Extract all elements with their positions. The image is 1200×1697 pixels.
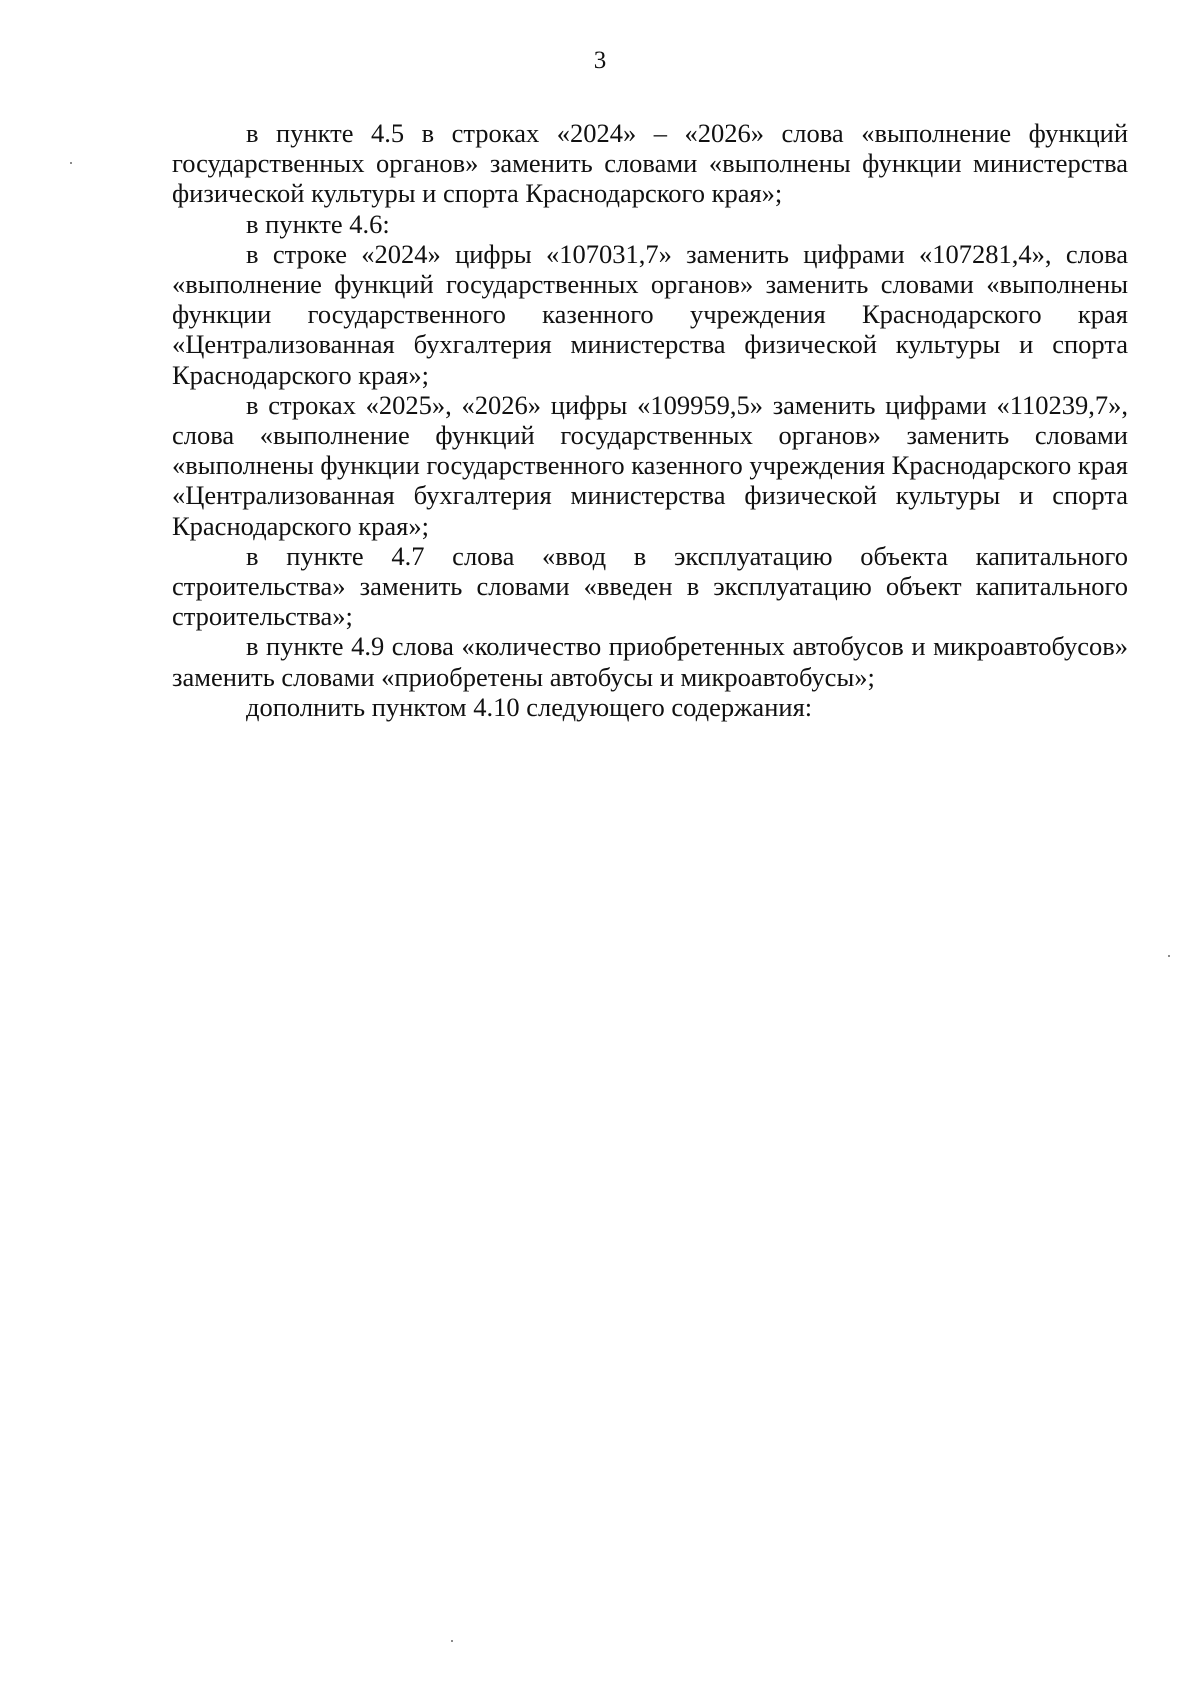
scan-speck: [451, 1640, 453, 1642]
paragraph-add-item-4-10: дополнить пунктом 4.10 следующего содержания:: [246, 691, 813, 722]
scan-speck: [1168, 955, 1170, 957]
document-body: [172, 118, 1128, 722]
paragraph-row-2024: в строке «2024» цифры «107031,7» заменить цифрами «107281,4», слова «выполнение функций государственных органов» заменить словами «выполнены функции государственного казенного учреждения Краснодарского края «Централизованная бухгалтерия министерства физической культуры и спорта Краснодарского края»;: [172, 238, 1128, 390]
page-number: 3: [593, 47, 607, 74]
scan-speck: [70, 162, 72, 164]
paragraph-item-4-5: в пункте 4.5 в строках «2024» – «2026» слова «выполнение функций государственных органов» заменить словами «выполнены функции министерства физической культуры и спорта Краснодарского края»;: [172, 118, 1128, 209]
paragraph-item-4-6-heading: в пункте 4.6:: [246, 208, 390, 239]
paragraph-item-4-7: в пункте 4.7 слова «ввод в эксплуатацию объекта капитального строительства» заменить словами «введен в эксплуатацию объект капитального строительства»;: [172, 540, 1128, 632]
paragraph-item-4-9: в пункте 4.9 слова «количество приобретенных автобусов и микроавтобусов» заменить словами «приобретены автобусы и микроавтобусы»;: [172, 631, 1128, 692]
paragraph-rows-2025-2026: в строках «2025», «2026» цифры «109959,5» заменить цифрами «110239,7», слова «выполнение функций государственных органов» заменить словами «выполнены функции государственного казенного учреждения Краснодарского края «Централизованная бухгалтерия министерства физической культуры и спорта Краснодарского края»;: [172, 389, 1128, 541]
